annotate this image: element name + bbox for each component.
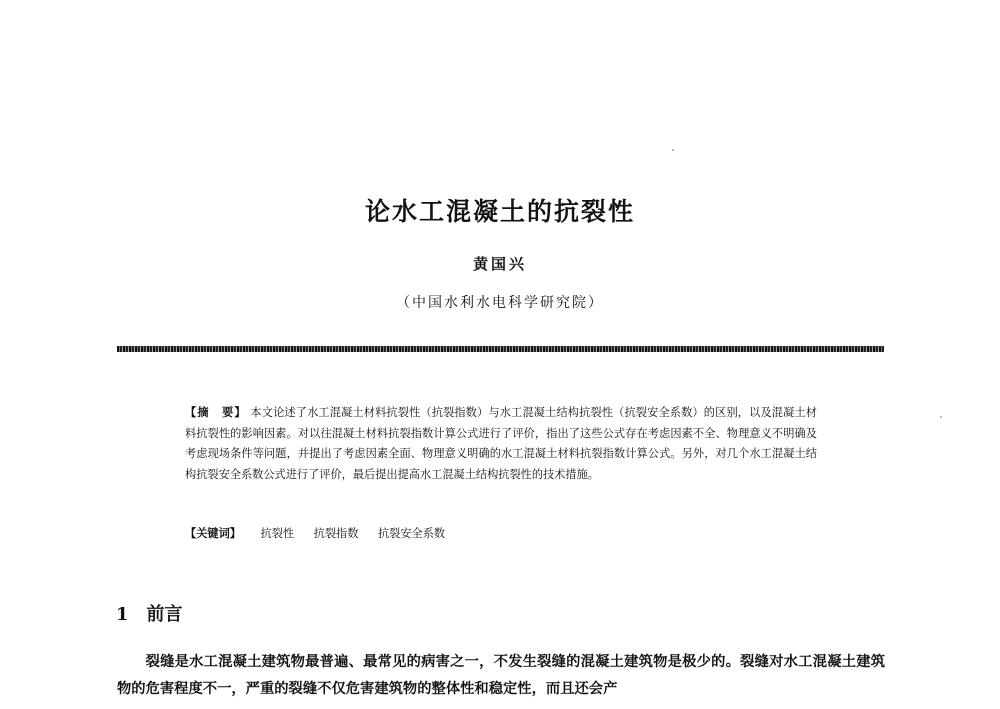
author-affiliation: （中国水利水电科学研究院）	[396, 295, 604, 311]
keyword-item: 抗裂性	[260, 527, 295, 540]
author-name: 黄国兴	[472, 255, 527, 273]
title-divider-rule	[117, 346, 884, 352]
scan-speck	[672, 149, 674, 151]
abstract-text: 本文论述了水工混凝土材料抗裂性（抗裂指数）与水工混凝土结构抗裂性（抗裂安全系数）的区别，以及混凝土材料抗裂性的影响因素。对以往混凝土材料抗裂指数计算公式进行了评价，指出了这些公式存在考虑因素不全、物理意义不明确及考虑现场条件等问题，并提出了考虑因素全面、物理意义明确的水工混凝土材料抗裂指数计算公式。另外，对几个水工混凝土结构抗裂安全系数公式进行了评价，最后提出提高水工混凝土结构抗裂性的技术措施。	[185, 406, 817, 481]
keywords-block	[185, 525, 817, 543]
keyword-item: 抗裂安全系数	[377, 527, 446, 540]
paper-title: 论水工混凝土的抗裂性	[364, 197, 635, 226]
keyword-item: 抗裂指数	[313, 527, 359, 540]
abstract-label: 【摘 要】	[185, 406, 247, 419]
body-paragraph: 裂缝是水工混凝土建筑物最普遍、最常见的病害之一，不发生裂缝的混凝土建筑物是极少的。裂缝对水工混凝土建筑物的危害程度不一，严重的裂缝不仅危害建筑物的整体性和稳定性，而且还会产	[117, 654, 885, 697]
abstract-block	[185, 403, 817, 485]
keywords-label: 【关键词】	[185, 527, 241, 540]
section-number: 1	[116, 604, 129, 625]
section-title: 前言	[146, 604, 183, 625]
section-heading	[116, 600, 183, 626]
scan-speck	[940, 416, 942, 418]
